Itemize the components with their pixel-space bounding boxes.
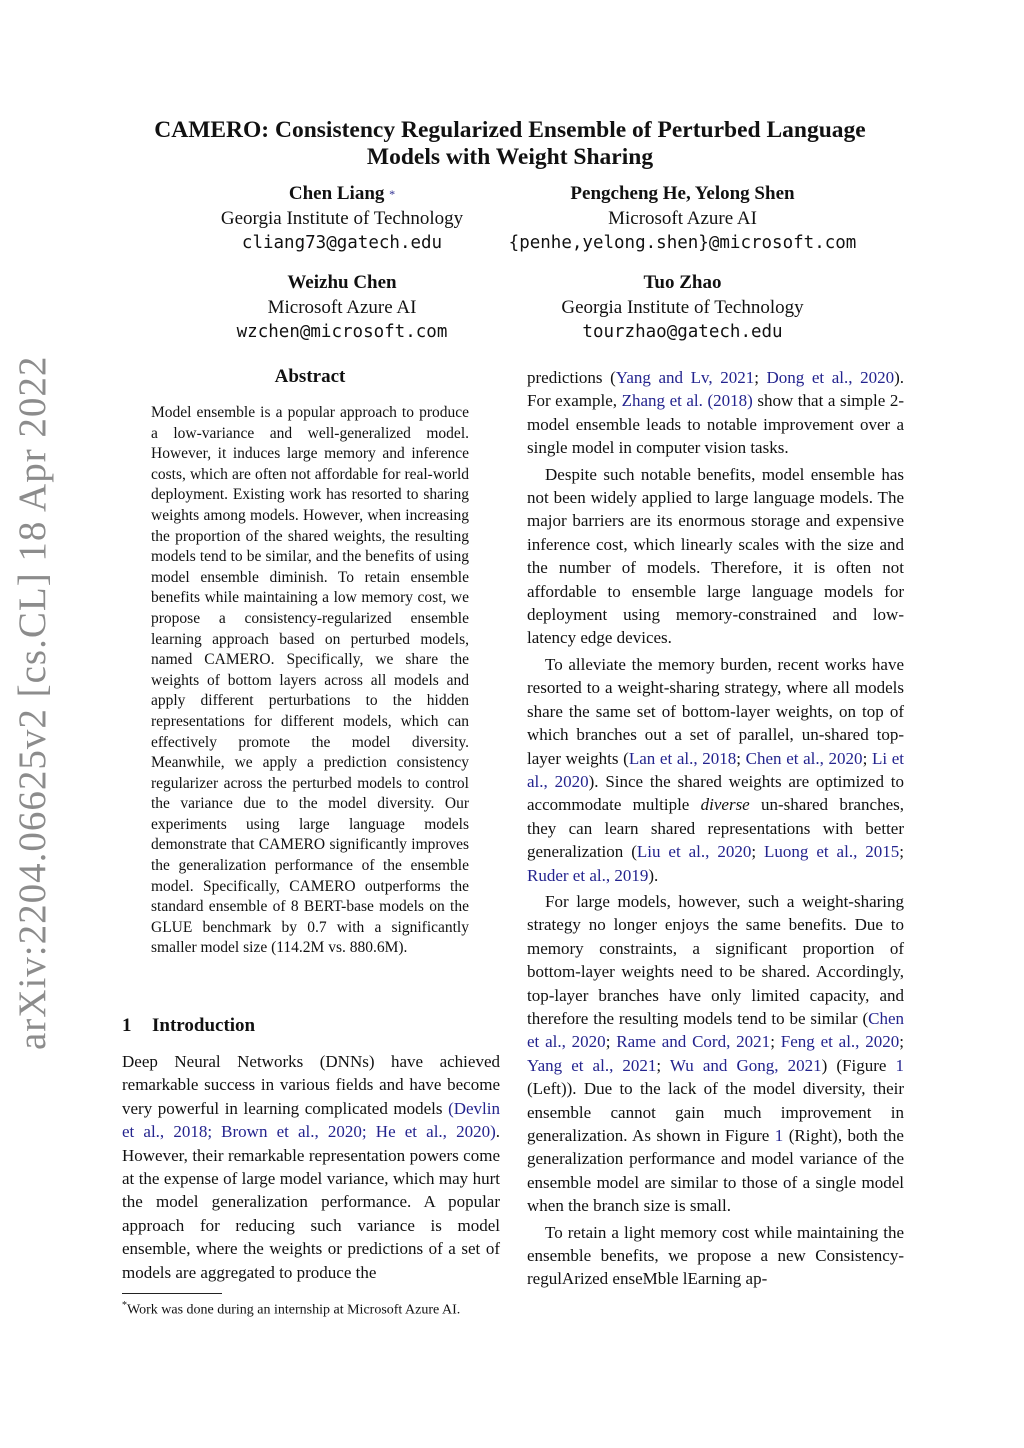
footnote-text: Work was done during an internship at Microsoft Azure AI. (127, 1302, 461, 1318)
footnote-divider (122, 1293, 222, 1294)
body-text: ). Since the shared weights are optimized to accommodate multiple (527, 771, 904, 815)
abstract-body: Model ensemble is a popular approach to produce a low-variance and well-generalized model. However, it induces large memory and inference costs, which are often not affordable for real-world deployment. Existing work has resorted to sharing weights among models. However, when increasing the proportion of the shared weights, the resulting models tend to be similar, and the benefits of using model ensemble diminish. To retain ensemble benefits while maintaining a low memory cost, we propose a consistency-regularized ensemble learning approach based on perturbed models, named CAMERO. Specifically, we share the weights of bottom layers across all models and apply different perturbations to the hidden representations for different models, which can effectively promote the model diversity. Meanwhile, we apply a prediction consistency regularizer across the perturbed models to control the variance due to the model diversity. Our experiments using large language models demonstrate that CAMERO significantly improves the generalization performance of the ensemble model. Specifically, CAMERO outperforms the standard ensemble of 8 BERT-base models on the GLUE benchmark by 0.7 with a significantly smaller model size (114.2M vs. 880.6M). (151, 404, 469, 957)
body-text: ; (899, 1032, 904, 1052)
author-affiliation: Microsoft Azure AI (267, 297, 417, 318)
author-name: Pengcheng He, Yelong Shen (570, 183, 795, 204)
paragraph (527, 653, 904, 887)
body-text: predictions ( (527, 368, 616, 387)
intro-right-column (527, 366, 904, 1294)
author-block-1 (187, 182, 497, 256)
body-text: . However, their remarkable representation powers come at the expense of large model variance, which may hurt the model generalization performance. A popular approach for reducing such variance is model ensemble, where the weights or predictions of a set of models are aggregated to produce the (122, 1122, 500, 1282)
body-text: un-shared branches, they can learn shared representations with better generalization ( (527, 795, 904, 862)
citation-link[interactable]: (Devlin et al., 2018; Brown et al., 2020; He et al., 2020) (122, 1098, 500, 1142)
body-text: ). (648, 865, 659, 885)
body-text: Despite such notable benefits, model ensemble has not been widely applied to large language models. The major barriers are its enormous storage and expensive inference cost, which linearly scales with the size and the number of models. Therefore, it is often not affordable to ensemble large language models for deployment using memory-constrained and low-latency edge devices. (527, 464, 904, 648)
body-text: Deep Neural Networks (DNNs) have achieved remarkable success in various fields and have become very powerful in learning complicated models (122, 1052, 500, 1118)
body-text: ; (656, 1055, 670, 1075)
author-block-3 (187, 271, 497, 345)
citation-link[interactable]: Dong et al., 2020 (766, 368, 895, 387)
author-block-4 (520, 271, 845, 345)
paragraph (122, 1050, 500, 1284)
citation-link[interactable]: Chen et al., 2020 (527, 1008, 904, 1052)
author-email: wzchen@microsoft.com (236, 322, 448, 342)
citation-link[interactable]: 1 (895, 1055, 904, 1075)
section-number: 1 (122, 1015, 132, 1036)
paragraph (527, 1221, 904, 1291)
section-heading (122, 1015, 255, 1037)
citation-link[interactable]: 1 (774, 1126, 784, 1145)
author-affiliation: Georgia Institute of Technology (561, 297, 804, 318)
body-text: ). For example, (527, 368, 904, 411)
emphasized-text: diverse (700, 795, 750, 815)
footnote-mark: * (122, 1300, 127, 1311)
citation-link[interactable]: Feng et al., 2020 (780, 1032, 900, 1052)
citation-link[interactable]: Zhang et al. (2018) (621, 391, 753, 411)
citation-link[interactable]: Luong et al., 2015 (764, 842, 900, 862)
citation-link[interactable]: Yang et al., 2021 (527, 1055, 657, 1075)
arxiv-identifier: arXiv:2204.06625v2 [cs.CL] 18 Apr 2022 (11, 355, 54, 1050)
body-text: ; (770, 1032, 781, 1052)
paragraph (527, 463, 904, 650)
author-email: {penhe,yelong.shen}@microsoft.com (508, 233, 857, 253)
paper-title (110, 117, 910, 171)
body-text: show that a simple 2-model ensemble leads to notable improvement over a single model in computer vision tasks. (527, 391, 905, 458)
citation-link[interactable]: Wu and Gong, 2021 (669, 1055, 822, 1075)
author-name: Tuo Zhao (643, 272, 722, 293)
citation-link[interactable]: Lan et al., 2018 (628, 748, 737, 768)
citation-link[interactable]: Liu et al., 2020 (636, 842, 752, 862)
citation-link[interactable]: Ruder et al., 2019 (527, 865, 649, 885)
intro-left-column (122, 1050, 500, 1284)
citation-link[interactable]: Li et al., 2020 (527, 748, 904, 791)
body-text: (Right), both the generalization performance and model variance of the ensemble model are similar to those of a single model when the branch size is small. (527, 1126, 904, 1216)
author-affiliation: Georgia Institute of Technology (220, 208, 464, 229)
body-text: To retain a light memory cost while maintaining the ensemble benefits, we propose a new Consistency-regulArized enseMble lEarning ap- (527, 1222, 904, 1289)
citation-link[interactable]: Chen et al., 2020 (745, 748, 863, 768)
section-title-text: Introduction (152, 1015, 256, 1036)
body-text: ) (Figure (821, 1055, 896, 1075)
body-text: ; (862, 748, 872, 768)
author-email: cliang73@gatech.edu (241, 233, 443, 253)
body-text: (Left)). Due to the lack of the model diversity, their ensemble cannot gain much improvement in generalization. As shown in Figure (527, 1079, 904, 1145)
title-line-2: Models with Weight Sharing (366, 144, 654, 170)
body-text: For large models, however, such a weight-sharing strategy no longer enjoys the same benefits. Due to memory constraints, a significant proportion of bottom-layer weights need to be shared. Accordingly, top-layer branches have only limited capacity, and therefore the resulting models tend to be similar ( (527, 891, 904, 1028)
body-text: ; (736, 748, 746, 768)
citation-link[interactable]: Yang and Lv, 2021 (615, 368, 755, 387)
author-name: Chen Liang * (288, 183, 396, 204)
author-email: tourzhao@gatech.edu (582, 322, 783, 342)
author-block-2 (470, 182, 895, 256)
citation-link[interactable]: Rame and Cord, 2021 (616, 1032, 771, 1052)
body-text: ; (605, 1032, 617, 1052)
paragraph (527, 366, 904, 460)
body-text: To alleviate the memory burden, recent works have resorted to a weight-sharing strategy, where all models share the same set of bottom-layer weights, on top of which branches out a set of parallel, un-shared top-layer weights ( (527, 654, 904, 768)
author-affiliation: Microsoft Azure AI (608, 208, 757, 229)
body-text: ; (899, 842, 904, 862)
body-text: ; (751, 842, 765, 862)
author-name: Weizhu Chen (287, 272, 397, 293)
body-text: ; (754, 368, 767, 387)
title-line-1: CAMERO: Consistency Regularized Ensemble of Perturbed Language (154, 117, 866, 143)
paragraph (527, 890, 904, 1218)
footnote-marker[interactable]: * (389, 187, 396, 201)
footnote (122, 1296, 500, 1320)
abstract-heading: Abstract (274, 366, 346, 387)
